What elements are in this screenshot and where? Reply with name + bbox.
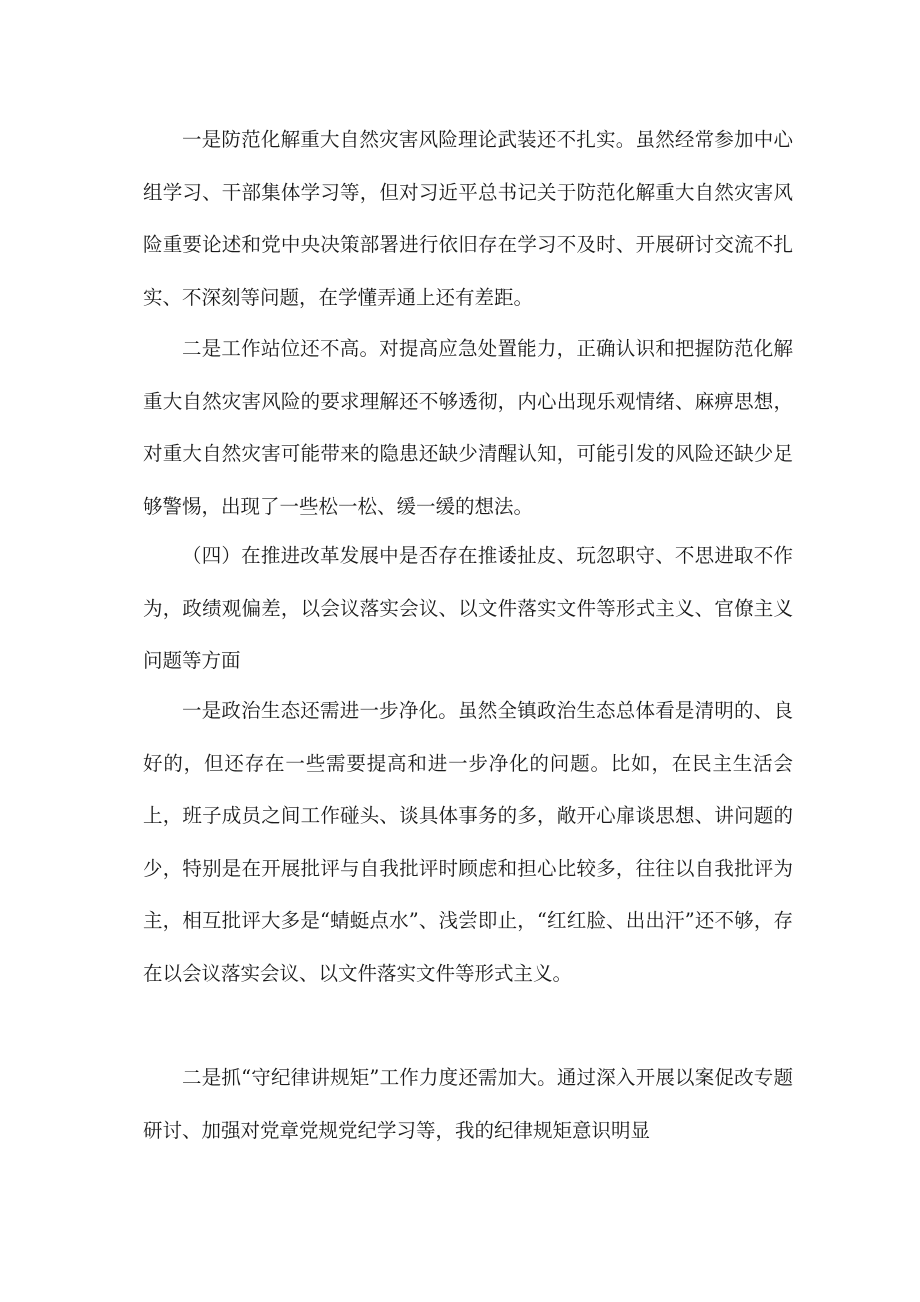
paragraph-work-position: 二是工作站位还不高。对提高应急处置能力，正确认识和把握防范化解重大自然灾害风险的要求理解还不够透彻，内心出现乐观情绪、麻痹思想，对重大自然灾害可能带来的隐患还缺少清醒认知，可能引发的风险还缺少足够警惕，出现了一些松一松、缓一缓的想法。 xyxy=(143,337,793,518)
section-heading-four: （四）在推进改革发展中是否存在推诿扯皮、玩忽职守、不思进取不作为，政绩观偏差，以会议落实会议、以文件落实文件等形式主义、官僚主义问题等方面 xyxy=(143,544,793,673)
paragraph-discipline-rules: 二是抓“守纪律讲规矩”工作力度还需加大。通过深入开展以案促改专题研讨、加强对党章党规党纪学习等，我的纪律规矩意识明显 xyxy=(143,1066,793,1142)
paragraph-political-ecology: 一是政治生态还需进一步净化。虽然全镇政治生态总体看是清明的、良好的，但还存在一些需要提高和进一步净化的问题。比如，在民主生活会上，班子成员之间工作碰头、谈具体事务的多，敞开心扉谈思想、讲问题的少，特别是在开展批评与自我批评时顾虑和担心比较多，往往以自我批评为主，相互批评大多是“蜻蜓点水”、浅尝即止，“红红脸、出出汗”还不够，存在以会议落实会议、以文件落实文件等形式主义。 xyxy=(143,699,793,985)
paragraph-disaster-risk-theory: 一是防范化解重大自然灾害风险理论武装还不扎实。虽然经常参加中心组学习、干部集体学习等，但对习近平总书记关于防范化解重大自然灾害风险重要论述和党中央决策部署进行依旧存在学习不及时、开展研讨交流不扎实、不深刻等问题，在学懂弄通上还有差距。 xyxy=(143,128,793,309)
